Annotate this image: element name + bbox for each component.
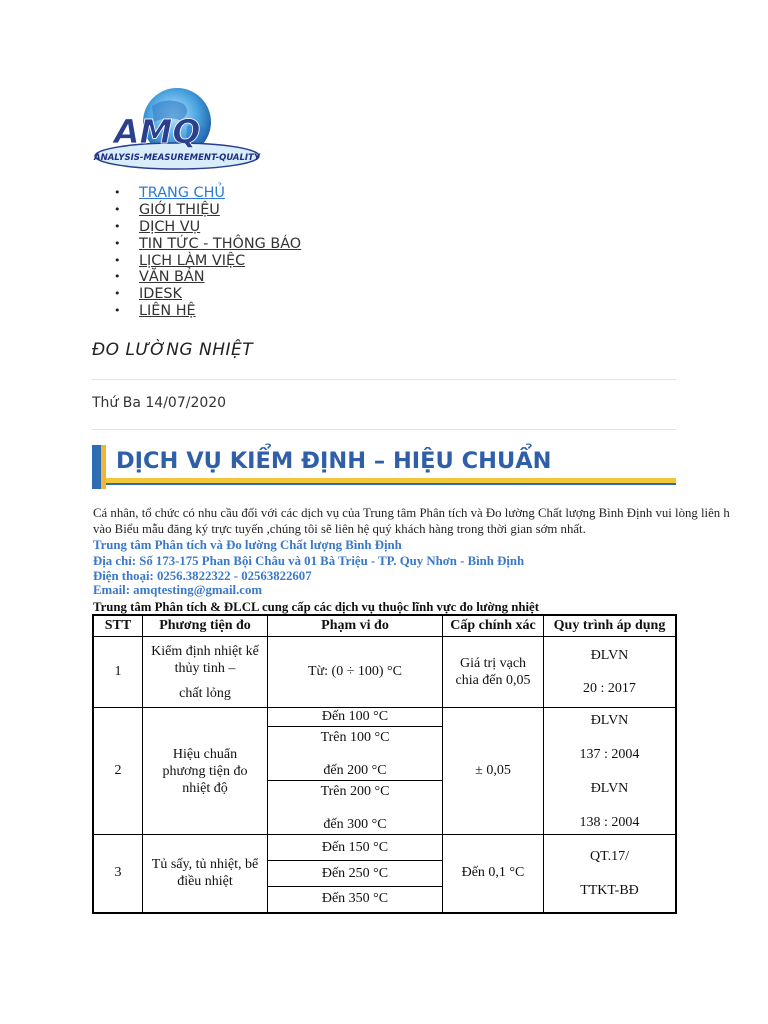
- cell-procedure-line: TTKT-BĐ: [580, 882, 639, 898]
- cell-range: Đến 350 °C: [268, 887, 443, 913]
- table-caption: Trung tâm Phân tích & ĐLCL cung cấp các dịch vụ thuộc lĩnh vực đo lường nhiệt: [93, 600, 539, 614]
- nav-item-documents[interactable]: [92, 269, 301, 286]
- nav-link-home[interactable]: TRANG CHỦ: [139, 185, 225, 201]
- nav-item-home[interactable]: [92, 185, 301, 202]
- intro-line-1: Cá nhân, tổ chức có nhu cầu đối với các dịch vụ của Trung tâm Phân tích và Đo lường Chất lượng Bình Định vui lòng liên h: [93, 506, 730, 520]
- cell-range-line: Trên 200 °C: [320, 783, 390, 799]
- cell-procedure: [544, 708, 677, 835]
- table-row: [93, 708, 676, 727]
- cell-range: Đến 100 °C: [268, 708, 443, 727]
- banner-accent-bar: [92, 445, 101, 489]
- cell-device-line: chất lỏng: [179, 685, 231, 701]
- header-range: Phạm vi đo: [268, 615, 443, 637]
- cell-device: [143, 835, 268, 913]
- logo-tagline: ANALYSIS-MEASUREMENT-QUALITY: [94, 153, 260, 163]
- nav-item-services[interactable]: [92, 219, 301, 236]
- nav-link-services[interactable]: DỊCH VỤ: [139, 218, 201, 235]
- cell-accuracy: Đến 0,1 °C: [443, 835, 544, 913]
- nav-item-news[interactable]: [92, 236, 301, 253]
- cell-stt: 3: [93, 835, 143, 913]
- cell-range-line: đến 300 °C: [323, 816, 387, 832]
- cell-procedure-line: QT.17/: [589, 848, 629, 864]
- cell-device-line: Kiểm định nhiệt kế: [151, 643, 259, 659]
- table-row: [93, 835, 676, 861]
- divider-top: [92, 379, 676, 380]
- header-accuracy: Cấp chính xác: [443, 615, 544, 637]
- service-table: [92, 614, 677, 914]
- table-header-row: [93, 615, 676, 637]
- nav-item-idesk[interactable]: [92, 286, 301, 303]
- org-phone: Điện thoại: 0256.3822322 - 02563822607: [93, 569, 312, 583]
- cell-device-line: điều nhiệt: [177, 874, 233, 890]
- cell-range: [268, 727, 443, 781]
- post-title: ĐO LƯỜNG NHIỆT: [92, 340, 254, 360]
- org-name: Trung tâm Phân tích và Đo lường Chất lượng Bình Định: [93, 538, 402, 552]
- amq-logo[interactable]: [92, 86, 262, 172]
- cell-stt: 1: [93, 637, 143, 708]
- nav-item-about[interactable]: [92, 202, 301, 219]
- cell-range: Đến 150 °C: [268, 835, 443, 861]
- cell-procedure-line: 20 : 2017: [583, 681, 636, 696]
- nav-item-contact[interactable]: [92, 303, 301, 320]
- nav-link-documents[interactable]: VĂN BẢN: [139, 269, 205, 286]
- post-date: Thứ Ba 14/07/2020: [92, 395, 227, 411]
- main-nav: [92, 185, 301, 320]
- cell-device-line: Tủ sấy, tủ nhiệt, bể: [151, 857, 259, 873]
- cell-range-line: Trên 100 °C: [320, 729, 390, 745]
- org-email[interactable]: Email: amqtesting@gmail.com: [93, 583, 263, 597]
- cell-range: [268, 781, 443, 835]
- cell-stt: 2: [93, 708, 143, 835]
- cell-accuracy: ± 0,05: [443, 708, 544, 835]
- cell-procedure-line: 138 : 2004: [579, 814, 640, 830]
- divider-bottom: [92, 429, 676, 430]
- nav-item-schedule[interactable]: [92, 253, 301, 270]
- logo-text: AMQ: [114, 112, 201, 151]
- cell-device: [143, 708, 268, 835]
- cell-procedure-line: ĐLVN: [590, 780, 629, 796]
- cell-accuracy: [443, 637, 544, 708]
- cell-procedure-line: ĐLVN: [590, 648, 629, 663]
- intro-line-2: vào Biểu mẫu đăng ký trực tuyến ,chúng tôi sẽ liên hệ quý khách hàng trong thời gian sớm nhất.: [93, 522, 586, 536]
- cell-procedure-line: ĐLVN: [590, 712, 629, 728]
- cell-range: Đến 250 °C: [268, 861, 443, 887]
- cell-device: [143, 637, 268, 708]
- nav-link-about[interactable]: GIỚI THIỆU: [139, 201, 220, 218]
- cell-procedure-line: 137 : 2004: [579, 746, 640, 762]
- table-row: [93, 637, 676, 708]
- cell-procedure: [544, 637, 677, 708]
- cell-device-line: thủy tinh –: [174, 660, 236, 676]
- cell-accuracy-line: chia đến 0,05: [455, 673, 531, 688]
- cell-range-line: đến 200 °C: [323, 762, 387, 778]
- banner-title: DỊCH VỤ KIỂM ĐỊNH – HIỆU CHUẨN: [116, 448, 552, 474]
- header-procedure: Quy trình áp dụng: [544, 615, 677, 637]
- service-banner: [92, 445, 676, 489]
- cell-device-line: nhiệt độ: [182, 780, 228, 796]
- header-device: Phương tiện đo: [143, 615, 268, 637]
- cell-device-line: Hiệu chuẩn: [172, 746, 238, 762]
- nav-link-idesk[interactable]: IDESK: [139, 286, 182, 303]
- org-address: Địa chỉ: Số 173-175 Phan Bội Châu và 01 Bà Triệu - TP. Quy Nhơn - Bình Định: [93, 554, 525, 568]
- cell-procedure: [544, 835, 677, 913]
- nav-link-schedule[interactable]: LỊCH LÀM VIỆC: [139, 252, 246, 269]
- nav-link-news[interactable]: TIN TỨC - THÔNG BÁO: [139, 235, 302, 252]
- nav-link-contact[interactable]: LIÊN HỆ: [139, 303, 196, 320]
- cell-accuracy-line: Giá trị vạch: [459, 656, 527, 671]
- banner-underline-blue: [106, 483, 676, 485]
- header-stt: STT: [93, 615, 143, 637]
- cell-range: Từ: (0 ÷ 100) °C: [268, 637, 443, 708]
- cell-device-line: phương tiện đo: [162, 763, 248, 779]
